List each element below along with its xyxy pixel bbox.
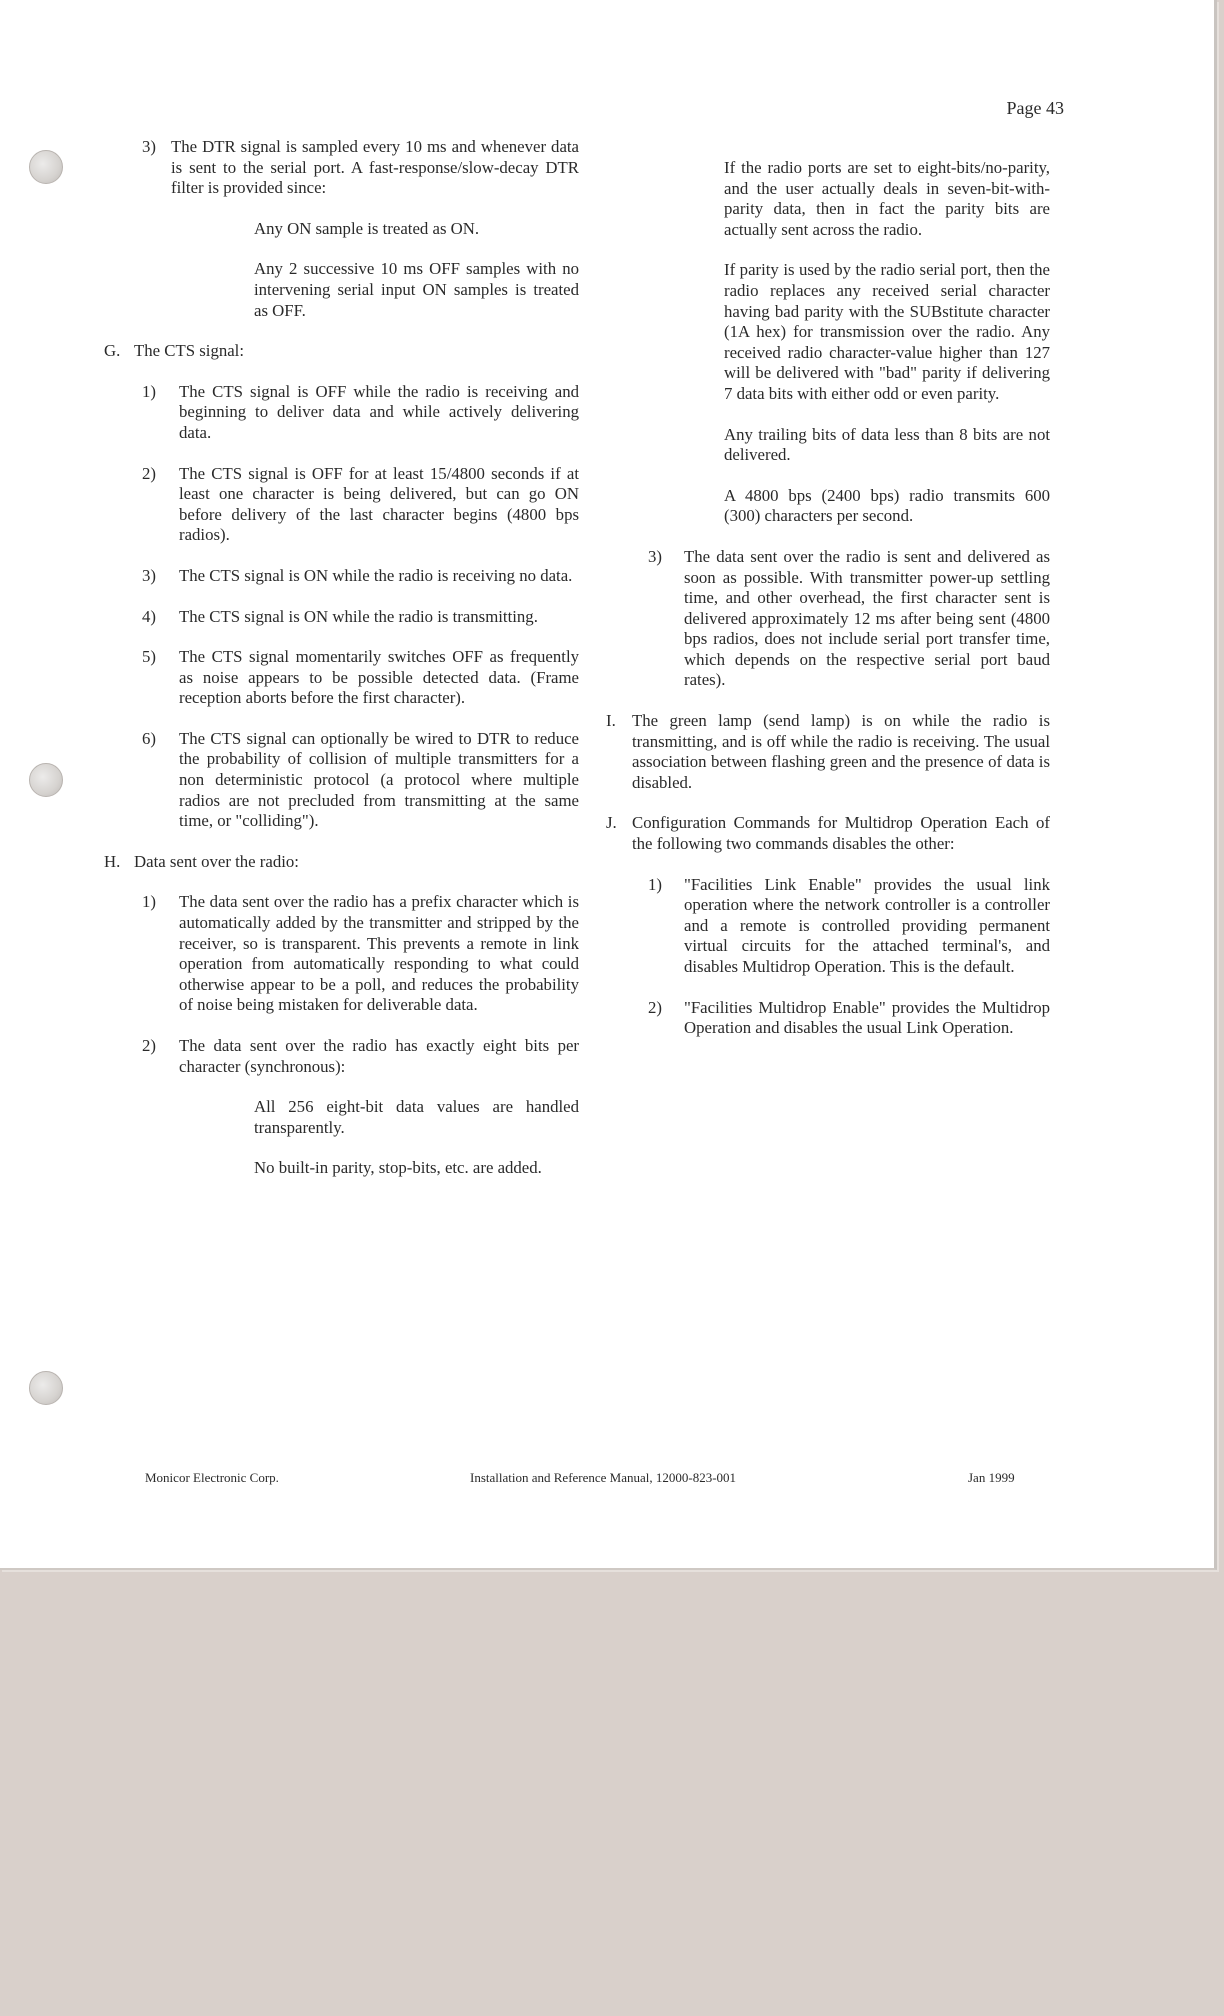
section-j-text: Configuration Commands for Multidrop Operation Each of the following two commands disables the other:	[632, 813, 1050, 854]
cts-item	[142, 566, 579, 587]
section-g-title: The CTS signal:	[134, 341, 245, 361]
right-column	[606, 158, 1050, 1059]
parity-paragraph-2: If parity is used by the radio serial port, then the radio replaces any received serial character having bad parity with the SUBstitute character (1A hex) for transmission over the radio. Any received radio character-value higher than 127 will be delivered with "bad" parity if delivering 7 data bits with either odd or even parity.	[724, 260, 1050, 403]
h2-transparency-note: All 256 eight-bit data values are handled transparently.	[254, 1097, 579, 1137]
trailing-bits-paragraph: Any trailing bits of data less than 8 bits are not delivered.	[724, 424, 1050, 465]
cts-item	[142, 729, 579, 832]
cts-item	[142, 607, 579, 628]
h2-parity-note: No built-in parity, stop-bits, etc. are added.	[254, 1158, 542, 1178]
j-item	[648, 875, 1050, 978]
h-item-number: 1)	[142, 892, 156, 912]
binder-hole-top	[29, 150, 63, 184]
h-item-text: The data sent over the radio has exactly eight bits per character (synchronous):	[179, 1036, 579, 1076]
cts-item	[142, 464, 579, 546]
cts-item-text: The CTS signal can optionally be wired to DTR to reduce the probability of collision of multiple transmitters for a non deterministic protocol (a protocol where multiple radios are not precluded from transmitting at the same time, or "colliding").	[179, 728, 579, 831]
delivery-item-number: 3)	[648, 546, 662, 566]
h-item-number: 2)	[142, 1036, 156, 1055]
cts-item-number: 3)	[142, 565, 156, 585]
cts-item-text: The CTS signal is ON while the radio is receiving no data.	[179, 565, 573, 585]
h-item-text: The data sent over the radio has a prefix character which is automatically added by the transmitter and stripped by the receiver, so is transparent. This prevents a remote in link operation from automatically responding to what could otherwise appear to be a poll, and reduces the probability of noise being mistaken for deliverable data.	[179, 892, 579, 1015]
cts-item-number: 4)	[142, 606, 156, 626]
cts-item-number: 5)	[142, 647, 156, 667]
j-item-text: "Facilities Link Enable" provides the usual link operation where the network controller is a controller and a remote is controlled providing permanent virtual circuits for the attached terminal's, and disables Multidrop Operation. This is the default.	[684, 874, 1050, 976]
delivery-item	[648, 547, 1050, 691]
cts-item-number: 6)	[142, 728, 156, 748]
dtr-off-rule: Any 2 successive 10 ms OFF samples with no intervening serial input ON samples is treated as OFF.	[254, 259, 579, 320]
section-j-letter: J.	[606, 813, 617, 833]
j-item-number: 1)	[648, 874, 662, 894]
section-g-letter: G.	[104, 341, 121, 361]
j-list	[606, 875, 1050, 1039]
cts-item-text: The CTS signal is ON while the radio is transmitting.	[179, 606, 538, 626]
j-item-text: "Facilities Multidrop Enable" provides the Multidrop Operation and disables the usual Link Operation.	[684, 997, 1050, 1038]
section-j	[606, 813, 1050, 854]
dtr-item-text: The DTR signal is sampled every 10 ms and whenever data is sent to the serial port. A fast-response/slow-decay DTR filter is provided since:	[171, 137, 579, 198]
dtr-on-rule: Any ON sample is treated as ON.	[254, 218, 480, 238]
cts-item	[142, 382, 579, 444]
delivery-item-text: The data sent over the radio is sent and delivered as soon as possible. With transmitter power-up settling time, and other overhead, the first character sent is delivered approximately 12 ms after being sent (4800 bps radios, does not include serial port transfer time, which depends on the respective serial port baud rates).	[684, 546, 1050, 690]
j-item	[648, 998, 1050, 1039]
dtr-item	[142, 137, 579, 199]
throughput-paragraph: A 4800 bps (2400 bps) radio transmits 600 (300) characters per second.	[724, 485, 1050, 526]
section-g-heading	[104, 341, 579, 362]
cts-item	[142, 647, 579, 709]
left-column	[104, 137, 579, 1199]
footer-date: Jan 1999	[968, 1470, 1015, 1485]
section-i	[606, 711, 1050, 793]
h-item	[142, 1036, 579, 1077]
cts-item-text: The CTS signal is OFF while the radio is receiving and beginning to deliver data and while actively delivering data.	[179, 381, 579, 442]
cts-item-text: The CTS signal momentarily switches OFF as frequently as noise appears to be possible detected data. (Frame reception aborts before the first character).	[179, 647, 579, 708]
footer-company: Monicor Electronic Corp.	[145, 1470, 279, 1485]
dtr-item-number: 3)	[142, 137, 156, 156]
j-item-number: 2)	[648, 997, 662, 1017]
h-list	[142, 892, 579, 1077]
h-item	[142, 892, 579, 1016]
section-i-text: The green lamp (send lamp) is on while the radio is transmitting, and is off while the radio is receiving. The usual association between flashing green and the presence of data is disabled.	[632, 711, 1050, 792]
section-h-title: Data sent over the radio:	[134, 851, 299, 871]
section-h-letter: H.	[104, 851, 121, 871]
cts-item-number: 1)	[142, 381, 156, 401]
cts-item-number: 2)	[142, 463, 156, 483]
footer-manual-title: Installation and Reference Manual, 12000-823-001	[470, 1470, 737, 1485]
binder-hole-middle	[29, 763, 63, 797]
parity-paragraph-1: If the radio ports are set to eight-bits/no-parity, and the user actually deals in seven-bit-with-parity data, then in fact the parity bits are actually sent across the radio.	[724, 158, 1050, 239]
section-i-letter: I.	[606, 711, 616, 731]
cts-item-text: The CTS signal is OFF for at least 15/4800 seconds if at least one character is being delivered, but can go ON before delivery of the last character begins (4800 bps radios).	[179, 463, 579, 545]
binder-hole-bottom	[29, 1371, 63, 1405]
cts-list	[142, 382, 579, 832]
page-number: Page 43	[1006, 98, 1064, 118]
section-h-heading	[104, 852, 579, 873]
